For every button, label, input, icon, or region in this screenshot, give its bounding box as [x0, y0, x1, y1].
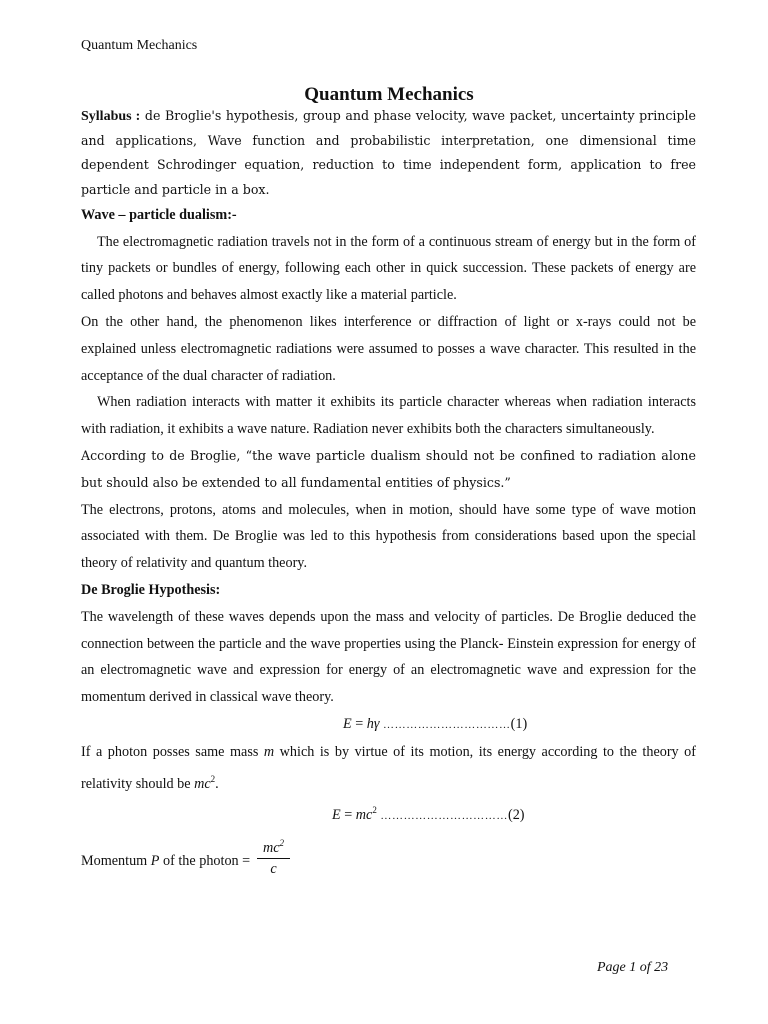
section-heading-de-broglie: De Broglie Hypothesis:	[81, 581, 221, 598]
fraction-numerator	[257, 833, 290, 859]
momentum-label-a: Momentum	[81, 853, 151, 870]
paragraph-electrons-motion: The electrons, protons, atoms and molecules, when in motion, should have some type of wave motion associated with them. De Broglie was led to this hypothesis from considerations based upon the special theory of relativity and quantum theory.	[81, 501, 696, 572]
eq2-number: (2)	[507, 807, 525, 824]
numerator-text: mc	[263, 840, 280, 857]
page-title: Quantum Mechanics	[304, 84, 474, 105]
momentum-fraction	[257, 833, 290, 879]
equation-2	[81, 797, 696, 830]
photon-mass-mc: mc	[194, 775, 211, 792]
syllabus-paragraph	[81, 104, 696, 202]
fraction-denominator: c	[270, 861, 277, 878]
running-header: Quantum Mechanics	[81, 38, 198, 53]
momentum-label	[81, 848, 250, 875]
syllabus-text: de Broglie's hypothesis, group and phase velocity, wave packet, uncertainty principle and applications, Wave function and probabilistic interpretation, one dimensional time dependent Schrodinger equation, reduction to time independent form, application to free particle and particle in a box.	[81, 108, 696, 197]
eq1-lhs: E	[343, 715, 352, 732]
numerator-sup: 2	[279, 838, 285, 849]
eq2-equals: =	[340, 807, 356, 824]
photon-mass-sup: 2	[210, 773, 216, 784]
photon-mass-m: m	[263, 743, 275, 760]
eq2-lhs: E	[332, 807, 341, 824]
momentum-label-p: P	[150, 853, 160, 870]
paragraph-interference: On the other hand, the phenomenon likes interference or diffraction of light or x-rays could not be explained unless electromagnetic radiations were assumed to posses a wave character. This resulted in the acceptance of the dual character of radiation.	[81, 314, 696, 384]
body-text	[81, 104, 696, 886]
section-heading-wave-particle: Wave – particle dualism:-	[81, 206, 237, 223]
paragraph-radiation-interaction: When radiation interacts with matter it exhibits its particle character whereas when radiation interacts with radiation, it exhibits a wave nature. Radiation never exhibits both the characters simultaneously.	[81, 394, 696, 438]
photon-mass-text-a: If a photon posses same mass	[81, 743, 264, 760]
equation-1	[81, 711, 696, 739]
eq2-dots: ……………………………	[380, 810, 508, 823]
paragraph-wavelength: The wavelength of these waves depends upon the mass and velocity of particles. De Broglie deduced the connection between the particle and the wave properties using the Planck- Einstein expression for energy of an electromagnetic wave and expression for energy of an electromagnetic wave and expression for the momentum derived in classical wave theory.	[81, 608, 696, 706]
momentum-equation	[81, 830, 696, 886]
paragraph-de-broglie-quote: According to de Broglie, “the wave particle dualism should not be confined to radiation alone but should also be extended to all fundamental entities of physics.”	[81, 447, 696, 490]
eq2-rhs: mc	[355, 807, 373, 824]
eq1-equals: =	[351, 715, 367, 732]
eq1-dots: ……………………………	[383, 718, 511, 731]
paragraph-photons: The electromagnetic radiation travels not in the form of a continuous stream of energy but in the form of tiny packets or bundles of energy, following each other in quick succession. These packets of energy are called photons and behaves almost exactly like a material particle.	[81, 233, 696, 304]
syllabus-label: Syllabus :	[81, 109, 141, 124]
photon-mass-end: .	[215, 775, 219, 792]
photon-mass-text-b: which is by virtue of its motion, its energy according to the theory of relativity should be	[81, 743, 696, 792]
paragraph-photon-mass	[81, 739, 696, 798]
eq2-sup: 2	[372, 805, 377, 816]
momentum-label-b: of the photon =	[159, 853, 251, 870]
eq1-rhs: hγ	[366, 715, 380, 732]
eq1-number: (1)	[510, 715, 528, 732]
page-number: Page 1 of 23	[597, 960, 669, 975]
